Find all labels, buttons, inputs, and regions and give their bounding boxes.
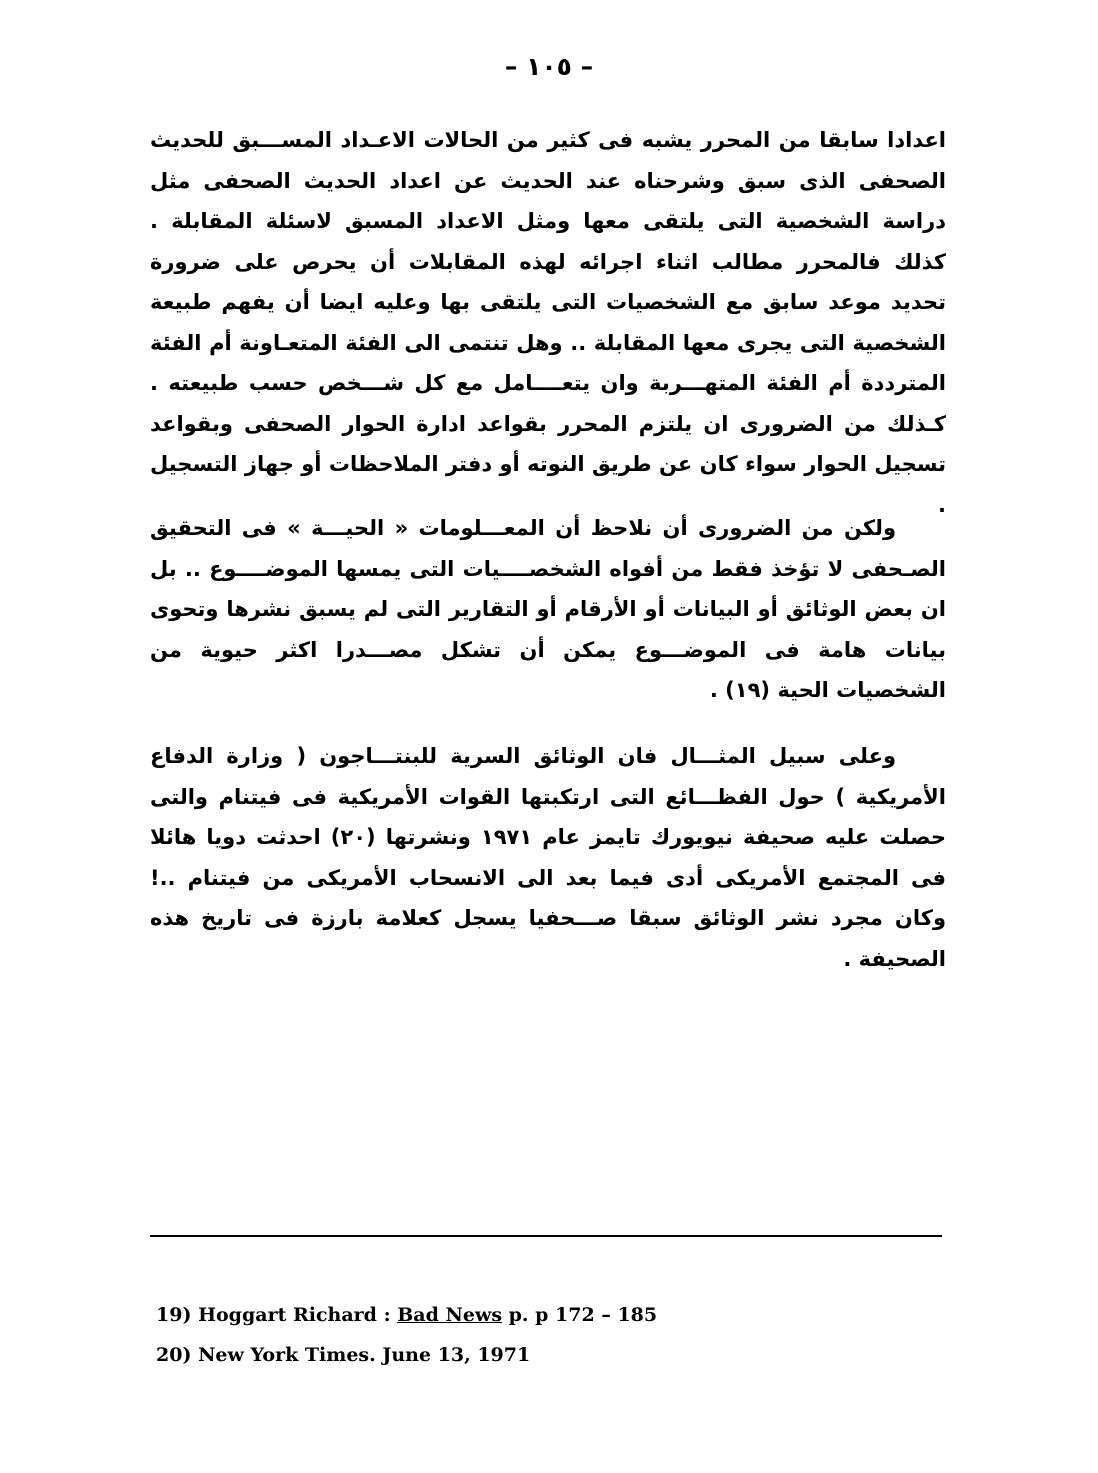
page-number: – ١٠٥ – (504, 52, 594, 81)
footnotes (156, 1295, 657, 1375)
paragraph-1 (150, 120, 946, 525)
footnote-20 (156, 1335, 657, 1375)
paragraph-2 (150, 508, 946, 711)
footnote-pages: p. p 172 – 185 (508, 1304, 658, 1326)
footnote-number: 20) (156, 1344, 192, 1366)
paragraph-text: وعلى سبيل المثـــال فان الوثائق السرية للبنتـــاجون ( وزارة الدفاع الأمريكية ) حول الفظـــائع التى ارتكبتها القوات الأمريكية فى فيتنام والتى حصلت عليه صحيفة نيويورك تايمز عام ١٩٧١ ونشرتها (٢٠) احدثت دويا هائلا فى المجتمع الأمريكى أدى فيما بعد الى الانسحاب الأمريكى من فيتنام ..! وكان مجرد نشر الوثائق سبقا صـــحفيا يسجل كعلامة بارزة فى تاريخ هذه الصحيفة . (150, 744, 946, 971)
footnote-19 (156, 1295, 657, 1335)
footnote-title: Bad News (397, 1304, 503, 1326)
footnote-number: 19) (156, 1304, 192, 1326)
paragraph-text: اعدادا سابقا من المحرر يشبه فى كثير من الحالات الاعـداد المســـبق للحديث الصحفى الذى سبق وشرحناه عند الحديث عن اعداد الحديث الصحفى مثل دراسة الشخصية التى يلتقى معها ومثل الاعداد المسبق لاسئلة المقابلة . كذلك فالمحرر مطالب اثناء اجرائه لهذه المقابلات أن يحرص على ضرورة تحديد موعد سابق مع الشخصيات التى يلتقى بها وعليه ايضا أن يفهم طبيعة الشخصية التى يجرى معها المقابلة .. وهل تنتمى الى الفئة المتعـاونة أم الفئة المترددة أم الفئة المتهـــربة وان يتعــــامل مع كل شـــخص حسب طبيعته . كـذلك من الضرورى ان يلتزم المحرر بقواعد ادارة الحوار الصحفى وبقواعد تسجيل الحوار سواء كان عن طريق النوته أو دفتر الملاحظات أو جهاز التسجيل . (150, 128, 946, 517)
footnote-text: New York Times. June 13, 1971 (198, 1344, 531, 1366)
paragraph-text: ولكن من الضرورى أن نلاحظ أن المعـــلومات « الحيـــة » فى التحقيق الصـحفى لا تؤخذ فقط من أفواه الشخصــــيات التى يمسها الموضــــوع .. بل ان بعض الوثائق أو البيانات أو الأرقام أو التقارير التى لم يسبق نشرها وتحوى بيانات هامة فى الموضـــوع يمكن أن تشكل مصـــدرا اكثر حيوية من الشخصيات الحية (١٩) . (150, 516, 946, 702)
footnote-separator: : (383, 1304, 391, 1326)
footnote-divider (150, 1235, 942, 1237)
footnote-author: Hoggart Richard (198, 1304, 377, 1326)
paragraph-3 (150, 736, 946, 979)
